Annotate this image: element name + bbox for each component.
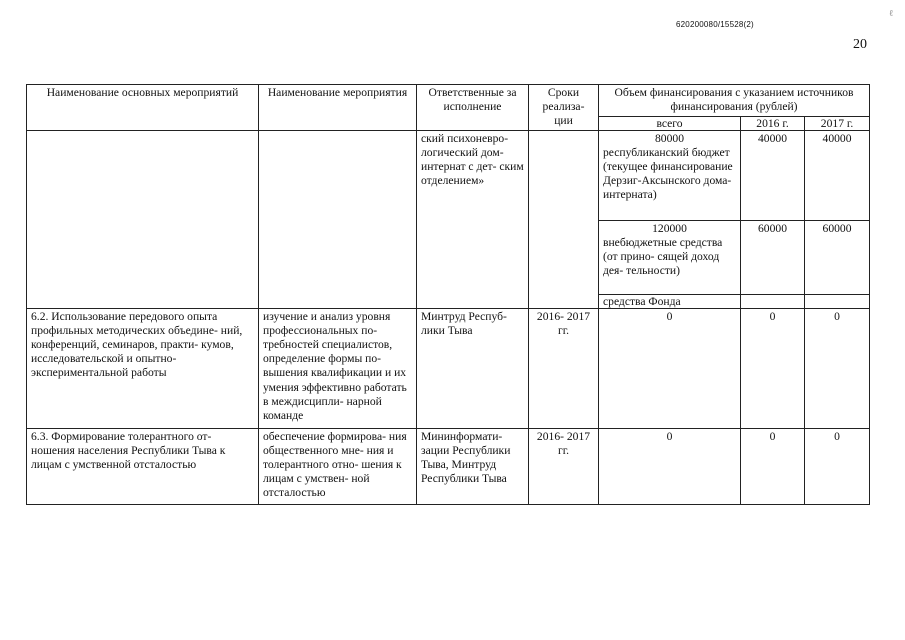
cont-responsible: ский психоневро- логический дом- интернат с дет- ским отделением» (417, 130, 529, 308)
row-responsible (417, 428, 529, 504)
header-2017: 2017 г. (805, 116, 870, 130)
fin-republican-total: 80000 (655, 131, 684, 145)
fin-republican-2016: 40000 (741, 130, 805, 220)
row-responsible: Минтруд Респуб- лики Тыва (417, 308, 529, 428)
header-total: всего (599, 116, 741, 130)
row-total: 0 (599, 308, 741, 428)
document-id: 620200080/15528(2) (676, 20, 754, 29)
scan-mark-icon: ℓ (889, 8, 894, 18)
cont-name-cell (259, 130, 417, 308)
table-row (27, 428, 870, 504)
fin-extrabudget-2016: 60000 (741, 220, 805, 294)
table-row (27, 308, 870, 428)
row-total: 0 (599, 428, 741, 504)
continuation-row-1 (27, 130, 870, 220)
header-main-activities: Наименование основных мероприятий (27, 85, 259, 131)
fin-extrabudget-cell (599, 220, 741, 294)
row-responsible-text: Мининформати- зации Республики Тыва, Минтруд Республики Тыва (421, 429, 511, 486)
fin-fund-2017 (805, 294, 870, 308)
page-number: 20 (853, 37, 867, 52)
fin-fund-2016 (741, 294, 805, 308)
row-activity-name: изучение и анализ уровня профессиональных по- требностей специалистов, определение формы по- вышения квалификации и их умения эффективно работать в междисципли- нарной команде (259, 308, 417, 428)
row-2017: 0 (805, 428, 870, 504)
cont-terms-cell (529, 130, 599, 308)
row-2016: 0 (741, 428, 805, 504)
fin-extrabudget-2017: 60000 (805, 220, 870, 294)
row-2016: 0 (741, 308, 805, 428)
fin-extrabudget-total: 120000 (652, 221, 687, 235)
header-row (27, 85, 870, 117)
row-terms: 2016- 2017 гг. (529, 308, 599, 428)
header-activity-name: Наименование мероприятия (259, 85, 417, 131)
program-table (26, 84, 870, 505)
row-main-activity: 6.3. Формирование толерантного от- ношения населения Республики Тыва к лицам с умственной отсталостью (27, 428, 259, 504)
fin-republican-2017: 40000 (805, 130, 870, 220)
row-activity-name: обеспечение формирова- ния общественного мне- ния и толерантного отно- шения к лицам с умствен- ной отсталостью (259, 428, 417, 504)
row-2017: 0 (805, 308, 870, 428)
cont-main-cell (27, 130, 259, 308)
row-terms: 2016- 2017 гг. (529, 428, 599, 504)
header-2016: 2016 г. (741, 116, 805, 130)
fin-extrabudget-source: внебюджетные средства (от прино- сящей доход дея- тельности) (603, 235, 723, 278)
row-main-activity: 6.2. Использование передового опыта профильных методических объедине- ний, конференций, семинаров, практи- кумов, исследовательской и опытно- экспериментальной работы (27, 308, 259, 428)
header-financing: Объем финансирования с указанием источников финансирования (рублей) (599, 85, 870, 117)
header-terms: Сроки реализа- ции (529, 85, 599, 131)
fin-republican-source: республиканский бюджет (текущее финансирование Дерзиг-Аксынского дома-интерната) (603, 145, 733, 202)
fin-republican-cell (599, 130, 741, 220)
fin-fund-source: средства Фонда (599, 294, 741, 308)
header-responsible: Ответственные за исполнение (417, 85, 529, 131)
